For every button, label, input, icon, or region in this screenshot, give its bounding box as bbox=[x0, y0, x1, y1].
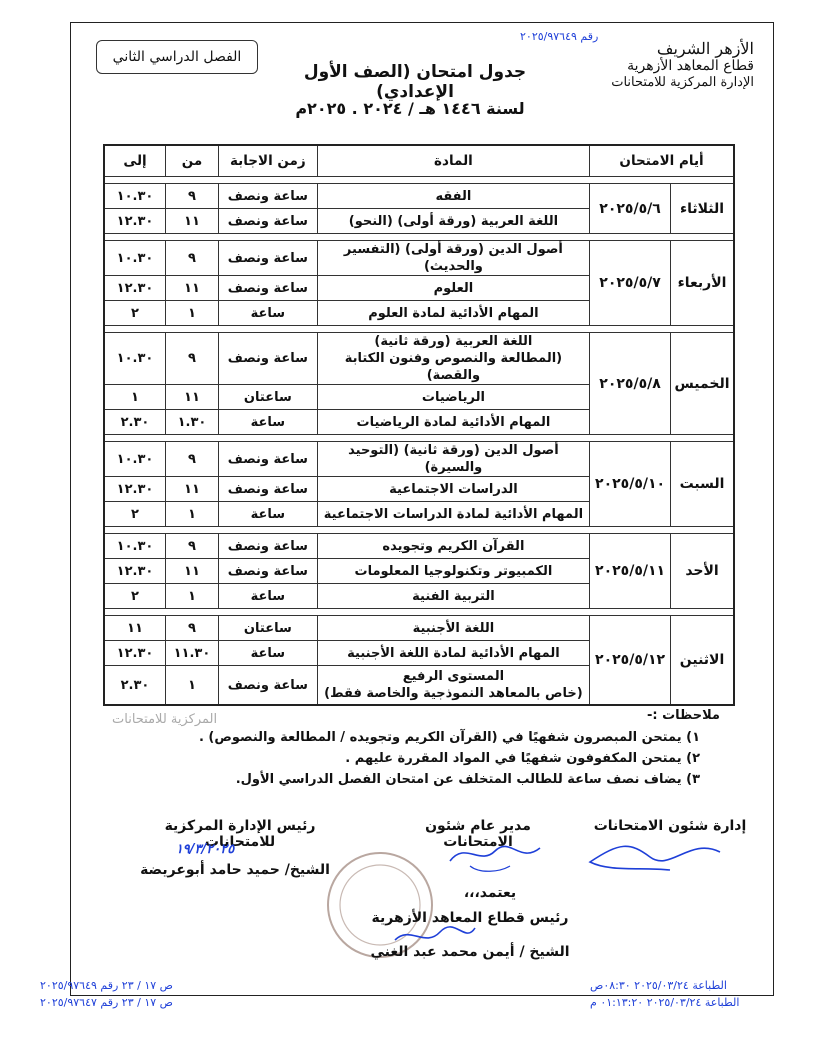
footer-left-line-1: ص ١٧ / ٢٣ رقم ٢٠٢٥/٩٧٦٤٩ bbox=[40, 979, 173, 992]
subject-cell bbox=[317, 385, 589, 410]
to-cell: ١٠.٣٠ bbox=[104, 184, 165, 209]
from-cell: ١١.٣٠ bbox=[165, 641, 218, 666]
from-cell: ١ bbox=[165, 584, 218, 609]
exam-day: الاثنين bbox=[671, 616, 734, 706]
table-row bbox=[104, 241, 734, 276]
subject-cell bbox=[317, 616, 589, 641]
to-cell: ١١ bbox=[104, 616, 165, 641]
left-signature-name: الشيخ/ حميد حامد أبوعريضة bbox=[140, 862, 330, 878]
subject-line: اللغة الأجنبية bbox=[412, 620, 495, 636]
subject-line: أصول الدين (ورقة أولى) (التفسير والحديث) bbox=[343, 242, 563, 274]
from-cell: ١١ bbox=[165, 276, 218, 301]
group-spacer bbox=[104, 527, 734, 534]
header-duration: زمن الاجابة bbox=[218, 145, 317, 177]
subject-line: الكمبيوتر وتكنولوجيا المعلومات bbox=[354, 563, 553, 579]
duration-cell: ساعة bbox=[218, 641, 317, 666]
exam-date: ٢٠٢٥/٥/١٢ bbox=[590, 616, 671, 706]
from-cell: ٩ bbox=[165, 534, 218, 559]
subject-line: المستوى الرفيع bbox=[402, 669, 505, 684]
duration-cell: ساعتان bbox=[218, 616, 317, 641]
subject-cell bbox=[317, 333, 589, 385]
from-cell: ١١ bbox=[165, 209, 218, 234]
subject-line: اللغة العربية (ورقة ثانية) bbox=[374, 334, 533, 349]
duration-cell: ساعة ونصف bbox=[218, 442, 317, 477]
approved-label: يعتمد،،، bbox=[463, 885, 517, 901]
note-item: ١) يمتحن المبصرون شفهيًا في (القرآن الكريم وتجويده / المطالعة والنصوص) . bbox=[198, 730, 700, 745]
logo-line-3: الإدارة المركزية للامتحانات bbox=[611, 75, 754, 90]
to-cell: ٢.٣٠ bbox=[104, 410, 165, 435]
footer-left-line-2: ص ١٧ / ٢٣ رقم ٢٠٢٥/٩٧٦٤٧ bbox=[40, 996, 173, 1009]
duration-cell: ساعة ونصف bbox=[218, 477, 317, 502]
subject-cell bbox=[317, 442, 589, 477]
to-cell: ١٠.٣٠ bbox=[104, 442, 165, 477]
exam-day: الثلاثاء bbox=[671, 184, 734, 234]
duration-cell: ساعة ونصف bbox=[218, 559, 317, 584]
notes-section bbox=[110, 708, 720, 790]
subject-line: التربية الفنية bbox=[412, 588, 495, 604]
handwritten-date: ١٩/٣/٢٠٢٥ bbox=[175, 842, 235, 857]
subject-cell bbox=[317, 584, 589, 609]
exam-date: ٢٠٢٥/٥/٦ bbox=[590, 184, 671, 234]
duration-cell: ساعة ونصف bbox=[218, 666, 317, 706]
from-cell: ١١ bbox=[165, 559, 218, 584]
subject-line: (خاص بالمعاهد النموذجية والخاصة فقط) bbox=[324, 686, 583, 701]
subject-line: المهام الأدائية لمادة الدراسات الاجتماعية bbox=[323, 506, 584, 522]
header-from: من bbox=[165, 145, 218, 177]
center-signature-scribble bbox=[440, 836, 550, 876]
center-signature-title: مدير عام شئون الامتحانات bbox=[425, 818, 531, 850]
head-title: رئيس قطاع المعاهد الأزهرية bbox=[371, 910, 569, 926]
duration-cell: ساعة bbox=[218, 301, 317, 326]
to-cell: ١٠.٣٠ bbox=[104, 241, 165, 276]
from-cell: ١ bbox=[165, 666, 218, 706]
subject-line: المهام الأدائية لمادة العلوم bbox=[368, 305, 539, 321]
duration-cell: ساعة bbox=[218, 584, 317, 609]
exam-date: ٢٠٢٥/٥/١١ bbox=[590, 534, 671, 609]
to-cell: ٢ bbox=[104, 301, 165, 326]
exam-day: الأحد bbox=[671, 534, 734, 609]
top-reference-stamp: رقم ٢٠٢٥/٩٧٦٤٩ bbox=[520, 30, 599, 43]
subject-cell bbox=[317, 241, 589, 276]
from-cell: ١.٣٠ bbox=[165, 410, 218, 435]
to-cell: ٢ bbox=[104, 584, 165, 609]
subject-cell bbox=[317, 666, 589, 706]
academic-year: لسنة ١٤٤٦ هـ / ٢٠٢٤ . ٢٠٢٥م bbox=[295, 99, 525, 118]
duration-cell: ساعة ونصف bbox=[218, 209, 317, 234]
subject-line: القرآن الكريم وتجويده bbox=[382, 538, 525, 554]
to-cell: ٢.٣٠ bbox=[104, 666, 165, 706]
duration-cell: ساعة bbox=[218, 502, 317, 527]
to-cell: ١٢.٣٠ bbox=[104, 276, 165, 301]
notes-heading: ملاحظات :- bbox=[646, 708, 720, 723]
to-cell: ١٢.٣٠ bbox=[104, 209, 165, 234]
subject-line: أصول الدين (ورقة ثانية) (التوحيد والسيرة) bbox=[348, 443, 559, 475]
table-header-row bbox=[104, 145, 734, 177]
table-row bbox=[104, 616, 734, 641]
from-cell: ٩ bbox=[165, 241, 218, 276]
institution-logo bbox=[564, 40, 754, 91]
right-signature-title: إدارة شئون الامتحانات bbox=[593, 818, 747, 834]
to-cell: ١٢.٣٠ bbox=[104, 641, 165, 666]
exam-date: ٢٠٢٥/٥/١٠ bbox=[590, 442, 671, 527]
head-name: الشيخ / أيمن محمد عبد الغني bbox=[370, 944, 570, 960]
subject-cell bbox=[317, 410, 589, 435]
subject-line: (المطالعة والنصوص وفنون الكتابة والقصة) bbox=[344, 351, 563, 383]
subject-line: العلوم bbox=[433, 280, 474, 296]
subject-line: اللغة العربية (ورقة أولى) (النحو) bbox=[348, 213, 559, 229]
spacer-cell bbox=[104, 177, 734, 184]
group-spacer bbox=[104, 326, 734, 333]
from-cell: ١١ bbox=[165, 477, 218, 502]
duration-cell: ساعة ونصف bbox=[218, 534, 317, 559]
group-spacer bbox=[104, 177, 734, 184]
group-spacer bbox=[104, 609, 734, 616]
subject-cell bbox=[317, 559, 589, 584]
subject-cell bbox=[317, 301, 589, 326]
subject-cell bbox=[317, 641, 589, 666]
note-item: ٢) يمتحن المكفوفون شفهيًا في المواد المقررة عليهم . bbox=[345, 751, 700, 766]
subject-line: الدراسات الاجتماعية bbox=[389, 481, 518, 497]
footer-right-line-1: الطباعة ٢٠٢٥/٠٣/٢٤ ٠٨:٣٠ص bbox=[590, 979, 727, 992]
footer-right-line-2: الطباعة ٢٠٢٥/٠٣/٢٤ ٠١:١٣:٢٠ م bbox=[590, 996, 740, 1009]
subject-line: المهام الأدائية لمادة الرياضيات bbox=[356, 414, 551, 430]
to-cell: ٢ bbox=[104, 502, 165, 527]
from-cell: ٩ bbox=[165, 442, 218, 477]
group-spacer bbox=[104, 435, 734, 442]
right-signature-scribble bbox=[580, 832, 730, 882]
subject-cell bbox=[317, 502, 589, 527]
spacer-cell bbox=[104, 527, 734, 534]
duration-cell: ساعتان bbox=[218, 385, 317, 410]
from-cell: ١١ bbox=[165, 385, 218, 410]
exam-day: الأربعاء bbox=[671, 241, 734, 326]
from-cell: ١ bbox=[165, 301, 218, 326]
duration-cell: ساعة ونصف bbox=[218, 276, 317, 301]
subject-line: الفقه bbox=[435, 188, 472, 204]
to-cell: ١٢.٣٠ bbox=[104, 477, 165, 502]
table-row bbox=[104, 534, 734, 559]
duration-cell: ساعة ونصف bbox=[218, 241, 317, 276]
subject-cell bbox=[317, 477, 589, 502]
subject-line: الرياضيات bbox=[421, 389, 485, 405]
logo-line-1: الأزهر الشريف bbox=[656, 39, 754, 58]
subject-cell bbox=[317, 209, 589, 234]
header-subject: المادة bbox=[317, 145, 589, 177]
spacer-cell bbox=[104, 435, 734, 442]
subject-cell bbox=[317, 276, 589, 301]
faint-stamp-text: المركزية للامتحانات bbox=[112, 712, 218, 727]
duration-cell: ساعة ونصف bbox=[218, 333, 317, 385]
note-item: ٣) يضاف نصف ساعة للطالب المتخلف عن امتحان الفصل الدراسي الأول. bbox=[235, 772, 700, 787]
header-to: إلى bbox=[104, 145, 165, 177]
from-cell: ١ bbox=[165, 502, 218, 527]
subject-line: المهام الأدائية لمادة اللغة الأجنبية bbox=[347, 645, 560, 661]
to-cell: ١٠.٣٠ bbox=[104, 333, 165, 385]
logo-line-2: قطاع المعاهد الأزهرية bbox=[627, 58, 754, 74]
exam-date: ٢٠٢٥/٥/٨ bbox=[590, 333, 671, 435]
spacer-cell bbox=[104, 609, 734, 616]
semester-label: الفصل الدراسي الثاني bbox=[96, 40, 258, 74]
table-row bbox=[104, 333, 734, 385]
spacer-cell bbox=[104, 326, 734, 333]
exam-day: الخميس bbox=[671, 333, 734, 435]
header-days: أيام الامتحان bbox=[590, 145, 734, 177]
group-spacer bbox=[104, 234, 734, 241]
spacer-cell bbox=[104, 234, 734, 241]
subject-cell bbox=[317, 184, 589, 209]
subject-cell bbox=[317, 534, 589, 559]
exam-day: السبت bbox=[671, 442, 734, 527]
duration-cell: ساعة ونصف bbox=[218, 184, 317, 209]
exam-schedule-table bbox=[103, 144, 735, 706]
table-row bbox=[104, 442, 734, 477]
duration-cell: ساعة bbox=[218, 410, 317, 435]
table-row bbox=[104, 184, 734, 209]
to-cell: ١٢.٣٠ bbox=[104, 559, 165, 584]
from-cell: ٩ bbox=[165, 616, 218, 641]
left-signature-title: رئيس الإدارة المركزية للامتحانات bbox=[164, 818, 316, 850]
exam-date: ٢٠٢٥/٥/٧ bbox=[590, 241, 671, 326]
to-cell: ١ bbox=[104, 385, 165, 410]
from-cell: ٩ bbox=[165, 184, 218, 209]
from-cell: ٩ bbox=[165, 333, 218, 385]
page-title: جدول امتحان (الصف الأول الإعدادي) bbox=[303, 62, 527, 102]
to-cell: ١٠.٣٠ bbox=[104, 534, 165, 559]
